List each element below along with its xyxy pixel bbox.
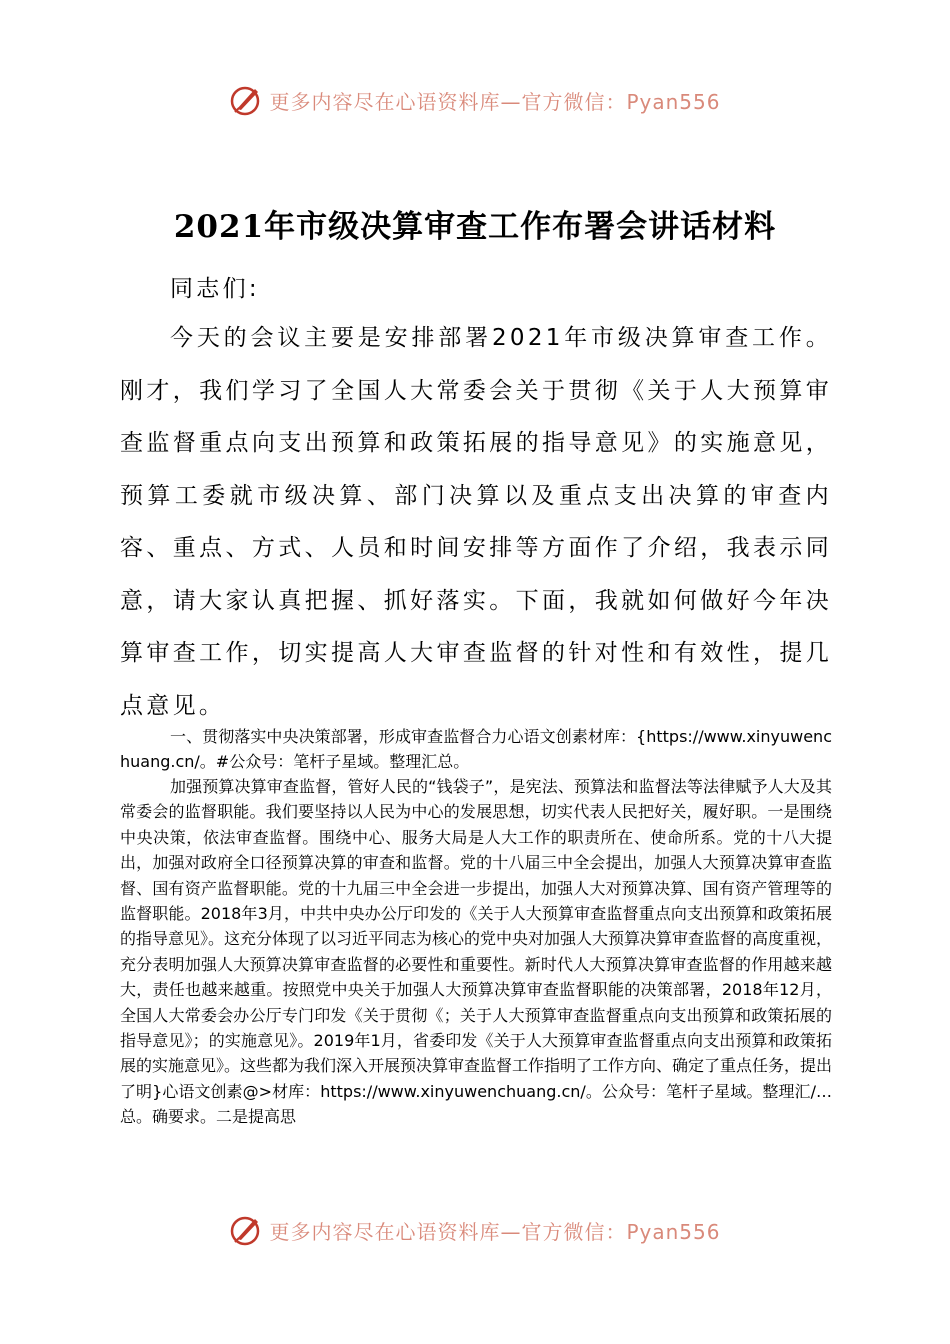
paragraph-intro: 今天的会议主要是安排部署2021年市级决算审查工作。刚才，我们学习了全国人大常委会关于贯彻《关于人大预算审查监督重点向支出预算和政策拓展的指导意见》的实施意见，预算工委就市级决算、部门决算以及重点支出决算的审查内容、重点、方式、人员和时间安排等方面作了介绍，我表示同意，请大家认真把握、抓好落实。下面，我就如何做好今年决算审查工作，切实提高人大审查监督的针对性和有效性，提几点意见。 (120, 325, 832, 719)
watermark-text: 更多内容尽在心语资料库—官方微信：Pyan556 (269, 1219, 721, 1244)
document-title: 2021年市级决算审查工作布署会讲话材料 (173, 208, 777, 245)
watermark-footer (0, 1208, 950, 1252)
greeting: 同志们: (170, 276, 260, 302)
section-heading-1: 一、贯彻落实中央决策部署，形成审查监督合力心语文创素材库：{https://www.xinyuwenchuang.cn/。#公众号：笔杆子星域。整理汇总。 (120, 727, 832, 772)
paragraph-body: 加强预算决算审查监督，管好人民的“钱袋子”，是宪法、预算法和监督法等法律赋予人大及其常委会的监督职能。我们要坚持以人民为中心的发展思想，切实代表人民把好关，履好职。一是围绕中央决策，依法审查监督。围绕中心、服务大局是人大工作的职责所在、使命所系。党的十八大提出，加强对政府全口径预算决算的审查和监督。党的十八届三中全会提出，加强人大预算决算审查监督、国有资产监督职能。党的十九届三中全会进一步提出，加强人大对预算决算、国有资产管理等的监督职能。2018年3月，中共中央办公厅印发的《关于人大预算审查监督重点向支出预算和政策拓展的指导意见》。这充分体现了以习近平同志为核心的党中央对加强人大预算决算审查监督的高度重视，充分表明加强人大预算决算审查监督的必要性和重要性。新时代人大预算决算审查监督的作用越来越大，责任也越来越重。按照党中央关于加强人大预算决算审查监督职能的决策部署，2018年12月，全国人大常委会办公厅专门印发《关于贯彻《；关于人大预算审查监督重点向支出预算和政策拓展的指导意见》；的实施意见》。2019年1月，省委印发《关于人大预算审查监督重点向支出预算和政策拓展的实施意见》。这些都为我们深入开展预决算审查监督工作指明了工作方向、确定了重点任务，提出了明}心语文创素@>材库：https://www.xinyuwenchuang.cn/。公众号：笔杆子星域。整理汇/…总。确要求。二是提高思 (120, 777, 833, 1127)
quill-logo-icon (229, 1213, 263, 1247)
watermark-header (0, 78, 950, 122)
quill-logo-icon (229, 83, 263, 117)
watermark-text: 更多内容尽在心语资料库—官方微信：Pyan556 (269, 89, 721, 114)
